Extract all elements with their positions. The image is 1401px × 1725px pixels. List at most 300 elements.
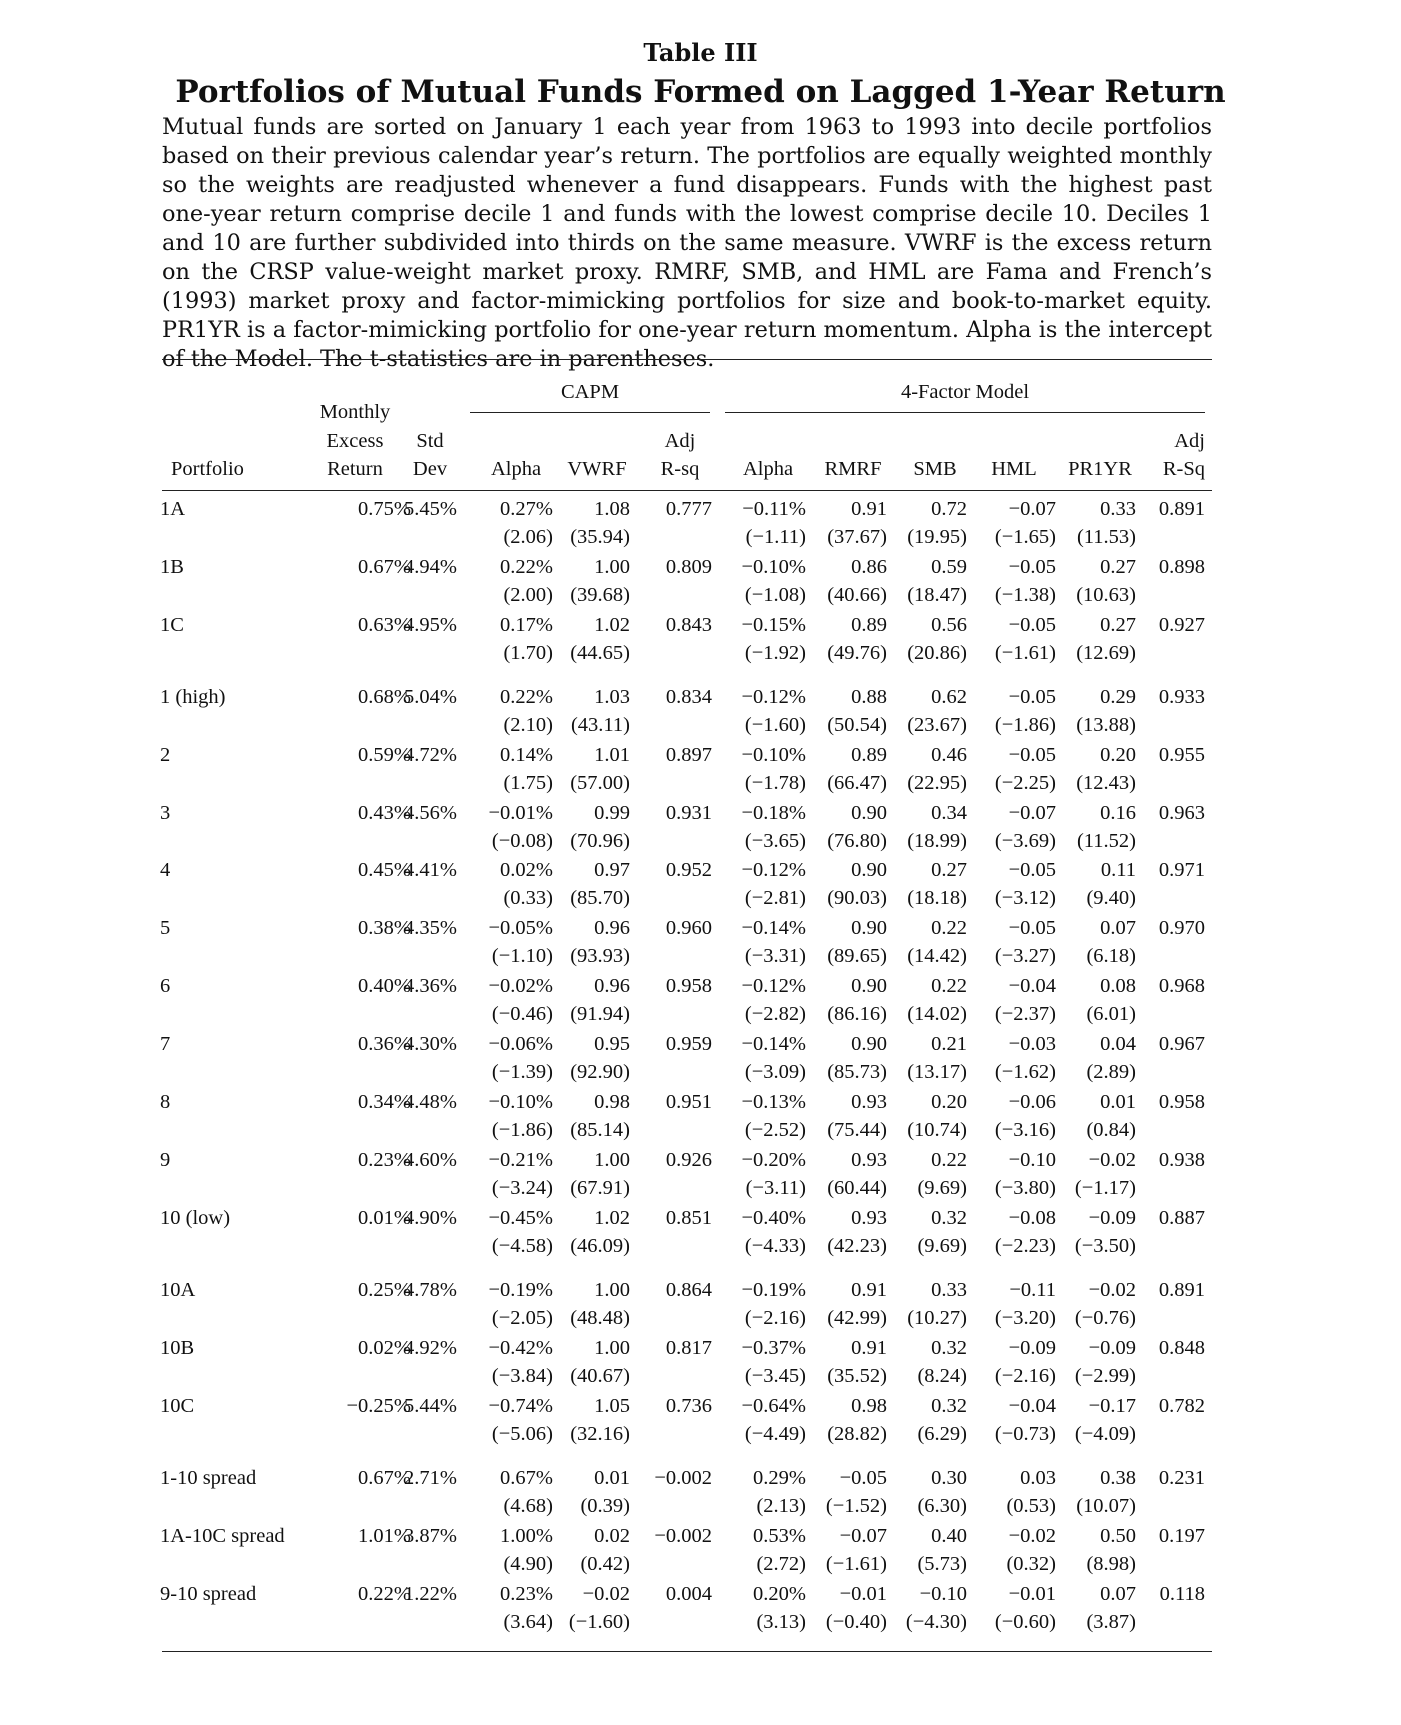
hml-tstat: (−3.16) — [994, 1119, 1056, 1141]
ff-adj-rsq-value: 0.968 — [1158, 975, 1205, 997]
monthly-excess-return-value: 0.38% — [358, 917, 411, 939]
pr1yr-value: 0.04 — [1100, 1033, 1136, 1055]
row-label: 5 — [160, 917, 171, 939]
ff-alpha-value: −0.20% — [741, 1149, 806, 1171]
header-ff-alpha: Alpha — [742, 458, 794, 480]
header-smb: SMB — [913, 458, 957, 480]
ff-alpha-tstat: (−1.78) — [744, 772, 806, 794]
ff-adj-rsq-value: 0.963 — [1158, 802, 1205, 824]
rmrf-tstat: (40.66) — [827, 584, 887, 606]
rmrf-tstat: (85.73) — [827, 1061, 887, 1083]
vwrf-value: 1.00 — [594, 556, 630, 578]
smb-tstat: (14.42) — [907, 945, 967, 967]
rmrf-value: −0.01 — [839, 1583, 887, 1605]
ff-adj-rsq-value: 0.938 — [1158, 1149, 1205, 1171]
rmrf-value: 0.86 — [851, 556, 887, 578]
pr1yr-value: 0.20 — [1100, 744, 1136, 766]
pr1yr-tstat: (9.40) — [1086, 887, 1136, 909]
pr1yr-value: 0.07 — [1100, 917, 1136, 939]
ff-alpha-tstat: (2.13) — [756, 1495, 806, 1517]
smb-value: 0.33 — [931, 1279, 967, 1301]
vwrf-tstat: (32.16) — [570, 1423, 630, 1445]
bottom-rule — [162, 1651, 1212, 1652]
std-dev-value: 4.48% — [404, 1091, 457, 1113]
ff-adj-rsq-value: 0.955 — [1158, 744, 1205, 766]
monthly-excess-return-value: 0.02% — [358, 1337, 411, 1359]
rmrf-value: −0.07 — [839, 1525, 887, 1547]
smb-tstat: (14.02) — [907, 1003, 967, 1025]
capm-alpha-tstat: (4.68) — [503, 1495, 553, 1517]
smb-value: 0.21 — [931, 1033, 967, 1055]
vwrf-value: 0.99 — [594, 802, 630, 824]
capm-alpha-value: −0.10% — [488, 1091, 553, 1113]
std-dev-value: 4.95% — [404, 614, 457, 636]
rmrf-value: 0.90 — [851, 975, 887, 997]
hml-value: −0.11 — [1009, 1279, 1056, 1301]
smb-value: 0.56 — [931, 614, 967, 636]
hml-tstat: (−1.61) — [994, 642, 1056, 664]
ff-adj-rsq-value: 0.891 — [1158, 1279, 1205, 1301]
smb-tstat: (20.86) — [907, 642, 967, 664]
capm-alpha-value: −0.45% — [488, 1207, 553, 1229]
capm-alpha-tstat: (3.64) — [503, 1611, 553, 1633]
std-dev-value: 4.56% — [404, 802, 457, 824]
smb-tstat: (−4.30) — [905, 1611, 967, 1633]
capm-alpha-value: 0.23% — [500, 1583, 553, 1605]
smb-value: 0.40 — [931, 1525, 967, 1547]
header-capm-adj: Adj — [664, 430, 696, 452]
rmrf-tstat: (−1.52) — [825, 1495, 887, 1517]
capm-alpha-value: −0.05% — [488, 917, 553, 939]
vwrf-tstat: (0.39) — [580, 1495, 630, 1517]
hml-value: −0.03 — [1008, 1033, 1056, 1055]
monthly-excess-return-value: 0.75% — [358, 498, 411, 520]
rmrf-tstat: (42.99) — [827, 1307, 887, 1329]
std-dev-value: 4.36% — [404, 975, 457, 997]
monthly-excess-return-value: 1.01% — [358, 1525, 411, 1547]
rmrf-tstat: (50.54) — [827, 714, 887, 736]
ff-alpha-value: 0.29% — [753, 1467, 806, 1489]
smb-value: 0.32 — [931, 1207, 967, 1229]
vwrf-tstat: (46.09) — [570, 1235, 630, 1257]
ff-alpha-value: −0.14% — [741, 1033, 806, 1055]
hml-tstat: (−3.27) — [994, 945, 1056, 967]
smb-value: 0.22 — [931, 917, 967, 939]
hml-tstat: (−2.37) — [994, 1003, 1056, 1025]
ff-alpha-value: −0.64% — [741, 1395, 806, 1417]
std-dev-value: 4.35% — [404, 917, 457, 939]
hml-value: −0.05 — [1008, 614, 1056, 636]
row-label: 1B — [160, 556, 184, 578]
capm-alpha-value: 0.22% — [500, 556, 553, 578]
capm-alpha-value: 0.27% — [500, 498, 553, 520]
monthly-excess-return-value: 0.43% — [358, 802, 411, 824]
vwrf-tstat: (93.93) — [570, 945, 630, 967]
pr1yr-tstat: (12.69) — [1076, 642, 1136, 664]
capm-alpha-tstat: (−2.05) — [491, 1307, 553, 1329]
capm-alpha-tstat: (−4.58) — [491, 1235, 553, 1257]
ff-adj-rsq-value: 0.231 — [1158, 1467, 1205, 1489]
vwrf-value: 1.03 — [594, 686, 630, 708]
hml-tstat: (0.32) — [1006, 1553, 1056, 1575]
hml-value: −0.07 — [1008, 802, 1056, 824]
ff-adj-rsq-value: 0.927 — [1158, 614, 1205, 636]
row-label: 6 — [160, 975, 171, 997]
rmrf-value: 0.90 — [851, 917, 887, 939]
monthly-excess-return-value: 0.23% — [358, 1149, 411, 1171]
std-dev-value: 4.30% — [404, 1033, 457, 1055]
rmrf-value: 0.88 — [851, 686, 887, 708]
capm-alpha-tstat: (0.33) — [503, 887, 553, 909]
ff-alpha-value: −0.19% — [741, 1279, 806, 1301]
ff-alpha-tstat: (−1.60) — [744, 714, 806, 736]
smb-value: 0.46 — [931, 744, 967, 766]
pr1yr-value: 0.33 — [1100, 498, 1136, 520]
capm-alpha-tstat: (−3.24) — [491, 1177, 553, 1199]
capm-adj-rsq-value: 0.809 — [665, 556, 712, 578]
table-caption: Mutual funds are sorted on January 1 each year from 1963 to 1993 into decile portfolios based on their previous calendar year’s return. The portfolios are equally weighted monthly so the weights are readjusted whenever a fund disappears. Funds with the highest past one-year return comprise decile 1 and funds with the lowest comprise decile 10. Deciles 1 and 10 are further subdivided into thirds on the same measure. VWRF is the excess return on the CRSP value-weight market proxy. RMRF, SMB, and HML are Fama and French’s (1993) market proxy and factor-mimicking portfolios for size and book-to-market equity. PR1YR is a factor-mimicking portfolio for one-year return momentum. Alpha is the intercept of the Model. The t-statistics are in parentheses. — [162, 114, 1212, 372]
hml-tstat: (0.53) — [1006, 1495, 1056, 1517]
smb-value: 0.32 — [931, 1337, 967, 1359]
smb-value: 0.62 — [931, 686, 967, 708]
vwrf-tstat: (85.14) — [570, 1119, 630, 1141]
monthly-excess-return-value: 0.22% — [358, 1583, 411, 1605]
capm-adj-rsq-value: 0.926 — [665, 1149, 712, 1171]
rmrf-value: 0.93 — [851, 1091, 887, 1113]
capm-adj-rsq-value: 0.817 — [665, 1337, 712, 1359]
capm-alpha-value: −0.01% — [488, 802, 553, 824]
ff-alpha-tstat: (−3.31) — [744, 945, 806, 967]
pr1yr-tstat: (6.01) — [1086, 1003, 1136, 1025]
ff-alpha-value: −0.15% — [741, 614, 806, 636]
vwrf-value: 1.00 — [594, 1149, 630, 1171]
std-dev-value: 4.92% — [404, 1337, 457, 1359]
std-dev-value: 5.45% — [404, 498, 457, 520]
smb-tstat: (10.27) — [907, 1307, 967, 1329]
ff-alpha-tstat: (−1.11) — [745, 526, 806, 548]
header-portfolio: Portfolio — [171, 458, 244, 480]
vwrf-tstat: (44.65) — [570, 642, 630, 664]
smb-tstat: (10.74) — [907, 1119, 967, 1141]
pr1yr-tstat: (−1.17) — [1074, 1177, 1136, 1199]
row-label: 7 — [160, 1033, 171, 1055]
ff-alpha-tstat: (−1.92) — [744, 642, 806, 664]
capm-adj-rsq-value: 0.951 — [665, 1091, 712, 1113]
row-label: 3 — [160, 802, 171, 824]
hml-value: −0.06 — [1008, 1091, 1056, 1113]
ff-adj-rsq-value: 0.898 — [1158, 556, 1205, 578]
capm-alpha-value: −0.42% — [488, 1337, 553, 1359]
hml-tstat: (−1.62) — [994, 1061, 1056, 1083]
std-dev-value: 5.44% — [404, 1395, 457, 1417]
hml-tstat: (−3.20) — [994, 1307, 1056, 1329]
four-factor-group-rule — [725, 412, 1205, 413]
pr1yr-value: −0.09 — [1088, 1207, 1136, 1229]
rmrf-tstat: (−0.40) — [825, 1611, 887, 1633]
capm-adj-rsq-value: −0.002 — [654, 1467, 712, 1489]
capm-alpha-value: 1.00% — [500, 1525, 553, 1547]
header-vwrf: VWRF — [567, 458, 627, 480]
smb-value: 0.34 — [931, 802, 967, 824]
row-label: 1A-10C spread — [160, 1525, 285, 1547]
vwrf-value: 0.96 — [594, 975, 630, 997]
ff-adj-rsq-value: 0.971 — [1158, 859, 1205, 881]
std-dev-value: 2.71% — [404, 1467, 457, 1489]
ff-alpha-value: −0.37% — [741, 1337, 806, 1359]
row-label: 10 (low) — [160, 1207, 231, 1229]
smb-tstat: (18.99) — [907, 830, 967, 852]
std-dev-value: 4.90% — [404, 1207, 457, 1229]
smb-value: 0.22 — [931, 1149, 967, 1171]
capm-group-rule — [470, 412, 710, 413]
pr1yr-tstat: (13.88) — [1076, 714, 1136, 736]
capm-alpha-tstat: (2.06) — [503, 526, 553, 548]
pr1yr-value: 0.50 — [1100, 1525, 1136, 1547]
capm-alpha-value: 0.02% — [500, 859, 553, 881]
ff-alpha-value: −0.14% — [741, 917, 806, 939]
pr1yr-value: 0.27 — [1100, 556, 1136, 578]
ff-alpha-tstat: (−2.16) — [744, 1307, 806, 1329]
capm-alpha-value: −0.02% — [488, 975, 553, 997]
capm-adj-rsq-value: 0.931 — [665, 802, 712, 824]
vwrf-tstat: (48.48) — [570, 1307, 630, 1329]
ff-alpha-tstat: (−4.49) — [744, 1423, 806, 1445]
row-label: 4 — [160, 859, 171, 881]
ff-alpha-value: −0.12% — [741, 975, 806, 997]
pr1yr-tstat: (−4.09) — [1074, 1423, 1136, 1445]
ff-alpha-tstat: (−3.45) — [744, 1365, 806, 1387]
capm-alpha-tstat: (−1.39) — [491, 1061, 553, 1083]
hml-tstat: (−1.65) — [994, 526, 1056, 548]
header-ff-adj: Adj — [1174, 430, 1205, 452]
row-label: 1C — [160, 614, 184, 636]
hml-tstat: (−0.60) — [994, 1611, 1056, 1633]
capm-alpha-tstat: (4.90) — [503, 1553, 553, 1575]
std-dev-value: 4.41% — [404, 859, 457, 881]
header-std: Std — [416, 430, 444, 452]
pr1yr-value: −0.02 — [1088, 1279, 1136, 1301]
header-excess: Excess — [326, 430, 384, 452]
ff-adj-rsq-value: 0.118 — [1159, 1583, 1205, 1605]
rmrf-value: 0.91 — [851, 1337, 887, 1359]
pr1yr-value: −0.09 — [1088, 1337, 1136, 1359]
std-dev-value: 1.22% — [404, 1583, 457, 1605]
rmrf-tstat: (37.67) — [827, 526, 887, 548]
capm-adj-rsq-value: 0.959 — [665, 1033, 712, 1055]
pr1yr-value: −0.17 — [1088, 1395, 1136, 1417]
vwrf-value: 0.98 — [594, 1091, 630, 1113]
monthly-excess-return-value: 0.45% — [358, 859, 411, 881]
capm-alpha-value: 0.14% — [500, 744, 553, 766]
rmrf-tstat: (49.76) — [827, 642, 887, 664]
ff-alpha-tstat: (−2.52) — [744, 1119, 806, 1141]
monthly-excess-return-value: 0.67% — [358, 1467, 411, 1489]
hml-tstat: (−2.25) — [994, 772, 1056, 794]
pr1yr-tstat: (2.89) — [1086, 1061, 1136, 1083]
capm-alpha-value: 0.17% — [500, 614, 553, 636]
smb-tstat: (9.69) — [917, 1235, 967, 1257]
pr1yr-value: −0.02 — [1088, 1149, 1136, 1171]
row-label: 1-10 spread — [160, 1467, 257, 1489]
hml-value: −0.09 — [1008, 1337, 1056, 1359]
capm-alpha-tstat: (1.75) — [503, 772, 553, 794]
rmrf-tstat: (28.82) — [827, 1423, 887, 1445]
pr1yr-tstat: (11.52) — [1076, 830, 1136, 852]
std-dev-value: 4.78% — [404, 1279, 457, 1301]
rmrf-tstat: (75.44) — [827, 1119, 887, 1141]
hml-value: −0.04 — [1008, 1395, 1056, 1417]
monthly-excess-return-value: 0.40% — [358, 975, 411, 997]
rmrf-tstat: (89.65) — [827, 945, 887, 967]
vwrf-tstat: (91.94) — [570, 1003, 630, 1025]
ff-alpha-tstat: (−2.81) — [744, 887, 806, 909]
capm-alpha-value: 0.67% — [500, 1467, 553, 1489]
header-pr1yr: PR1YR — [1068, 458, 1132, 480]
hml-value: −0.10 — [1008, 1149, 1056, 1171]
vwrf-tstat: (39.68) — [570, 584, 630, 606]
monthly-excess-return-value: 0.25% — [358, 1279, 411, 1301]
rmrf-tstat: (66.47) — [827, 772, 887, 794]
vwrf-tstat: (92.90) — [570, 1061, 630, 1083]
vwrf-tstat: (40.67) — [570, 1365, 630, 1387]
capm-alpha-tstat: (−0.08) — [491, 830, 553, 852]
smb-tstat: (18.47) — [907, 584, 967, 606]
hml-tstat: (−2.16) — [994, 1365, 1056, 1387]
row-label: 10A — [160, 1279, 196, 1301]
vwrf-tstat: (85.70) — [570, 887, 630, 909]
capm-adj-rsq-value: 0.958 — [665, 975, 712, 997]
hml-value: −0.05 — [1008, 556, 1056, 578]
top-rule — [162, 359, 1212, 360]
capm-adj-rsq-value: −0.002 — [654, 1525, 712, 1547]
ff-alpha-value: −0.12% — [741, 859, 806, 881]
ff-adj-rsq-value: 0.782 — [1158, 1395, 1205, 1417]
vwrf-tstat: (70.96) — [570, 830, 630, 852]
vwrf-value: −0.02 — [582, 1583, 630, 1605]
smb-tstat: (22.95) — [907, 772, 967, 794]
pr1yr-value: 0.07 — [1100, 1583, 1136, 1605]
ff-adj-rsq-value: 0.970 — [1158, 917, 1205, 939]
capm-group-header: CAPM — [560, 381, 620, 403]
ff-alpha-value: 0.20% — [753, 1583, 806, 1605]
rmrf-tstat: (60.44) — [827, 1177, 887, 1199]
hml-value: −0.05 — [1008, 686, 1056, 708]
vwrf-tstat: (0.42) — [580, 1553, 630, 1575]
hml-value: −0.01 — [1008, 1583, 1056, 1605]
capm-alpha-tstat: (−5.06) — [491, 1423, 553, 1445]
rmrf-value: 0.93 — [851, 1149, 887, 1171]
vwrf-value: 1.02 — [594, 1207, 630, 1229]
hml-tstat: (−1.86) — [994, 714, 1056, 736]
hml-tstat: (−2.23) — [994, 1235, 1056, 1257]
pr1yr-tstat: (−3.50) — [1074, 1235, 1136, 1257]
smb-value: 0.20 — [931, 1091, 967, 1113]
rmrf-value: −0.05 — [839, 1467, 887, 1489]
rmrf-value: 0.91 — [851, 498, 887, 520]
smb-tstat: (8.24) — [917, 1365, 967, 1387]
hml-tstat: (−3.80) — [994, 1177, 1056, 1199]
pr1yr-tstat: (0.84) — [1086, 1119, 1136, 1141]
rmrf-value: 0.89 — [851, 614, 887, 636]
pr1yr-tstat: (−0.76) — [1074, 1307, 1136, 1329]
ff-alpha-tstat: (−4.33) — [744, 1235, 806, 1257]
capm-adj-rsq-value: 0.864 — [665, 1279, 712, 1301]
ff-adj-rsq-value: 0.891 — [1158, 498, 1205, 520]
vwrf-tstat: (35.94) — [570, 526, 630, 548]
std-dev-value: 4.72% — [404, 744, 457, 766]
smb-value: 0.32 — [931, 1395, 967, 1417]
rmrf-value: 0.91 — [851, 1279, 887, 1301]
rmrf-value: 0.93 — [851, 1207, 887, 1229]
smb-tstat: (5.73) — [917, 1553, 967, 1575]
header-return: Return — [327, 458, 383, 480]
smb-tstat: (6.29) — [917, 1423, 967, 1445]
monthly-excess-return-value: 0.67% — [358, 556, 411, 578]
ff-alpha-value: −0.12% — [741, 686, 806, 708]
pr1yr-tstat: (6.18) — [1086, 945, 1136, 967]
capm-alpha-value: −0.74% — [488, 1395, 553, 1417]
ff-alpha-value: −0.40% — [741, 1207, 806, 1229]
std-dev-value: 4.60% — [404, 1149, 457, 1171]
rmrf-tstat: (86.16) — [827, 1003, 887, 1025]
smb-value: 0.30 — [931, 1467, 967, 1489]
pr1yr-value: 0.16 — [1100, 802, 1136, 824]
pr1yr-tstat: (8.98) — [1086, 1553, 1136, 1575]
smb-value: 0.27 — [931, 859, 967, 881]
smb-value: 0.59 — [931, 556, 967, 578]
hml-value: −0.02 — [1008, 1525, 1056, 1547]
vwrf-value: 1.05 — [594, 1395, 630, 1417]
capm-adj-rsq-value: 0.843 — [665, 614, 712, 636]
row-label: 1 (high) — [160, 686, 226, 708]
monthly-excess-return-value: 0.36% — [358, 1033, 411, 1055]
header-capm-alpha: Alpha — [490, 458, 542, 480]
ff-alpha-value: −0.18% — [741, 802, 806, 824]
ff-alpha-value: −0.13% — [741, 1091, 806, 1113]
row-label: 10B — [160, 1337, 195, 1359]
monthly-excess-return-value: 0.34% — [358, 1091, 411, 1113]
ff-adj-rsq-value: 0.887 — [1158, 1207, 1205, 1229]
pr1yr-tstat: (12.43) — [1076, 772, 1136, 794]
hml-value: −0.05 — [1008, 859, 1056, 881]
smb-tstat: (6.30) — [917, 1495, 967, 1517]
pr1yr-value: 0.08 — [1100, 975, 1136, 997]
pr1yr-value: 0.29 — [1100, 686, 1136, 708]
vwrf-value: 1.00 — [594, 1337, 630, 1359]
monthly-excess-return-value: 0.01% — [358, 1207, 411, 1229]
header-monthly: Monthly — [319, 401, 391, 423]
ff-adj-rsq-value: 0.848 — [1158, 1337, 1205, 1359]
smb-value: 0.72 — [931, 498, 967, 520]
hml-value: −0.08 — [1008, 1207, 1056, 1229]
ff-alpha-tstat: (−2.82) — [744, 1003, 806, 1025]
header-rule — [162, 490, 1212, 491]
rmrf-value: 0.90 — [851, 1033, 887, 1055]
hml-value: −0.04 — [1008, 975, 1056, 997]
row-label: 1A — [160, 498, 186, 520]
monthly-excess-return-value: 0.63% — [358, 614, 411, 636]
vwrf-value: 1.01 — [594, 744, 630, 766]
capm-alpha-value: −0.06% — [488, 1033, 553, 1055]
ff-alpha-tstat: (−3.11) — [745, 1177, 806, 1199]
capm-adj-rsq-value: 0.960 — [665, 917, 712, 939]
hml-value: −0.05 — [1008, 744, 1056, 766]
pr1yr-tstat: (10.07) — [1076, 1495, 1136, 1517]
ff-adj-rsq-value: 0.933 — [1158, 686, 1205, 708]
capm-alpha-value: −0.19% — [488, 1279, 553, 1301]
capm-alpha-tstat: (−1.10) — [491, 945, 553, 967]
vwrf-value: 1.08 — [594, 498, 630, 520]
